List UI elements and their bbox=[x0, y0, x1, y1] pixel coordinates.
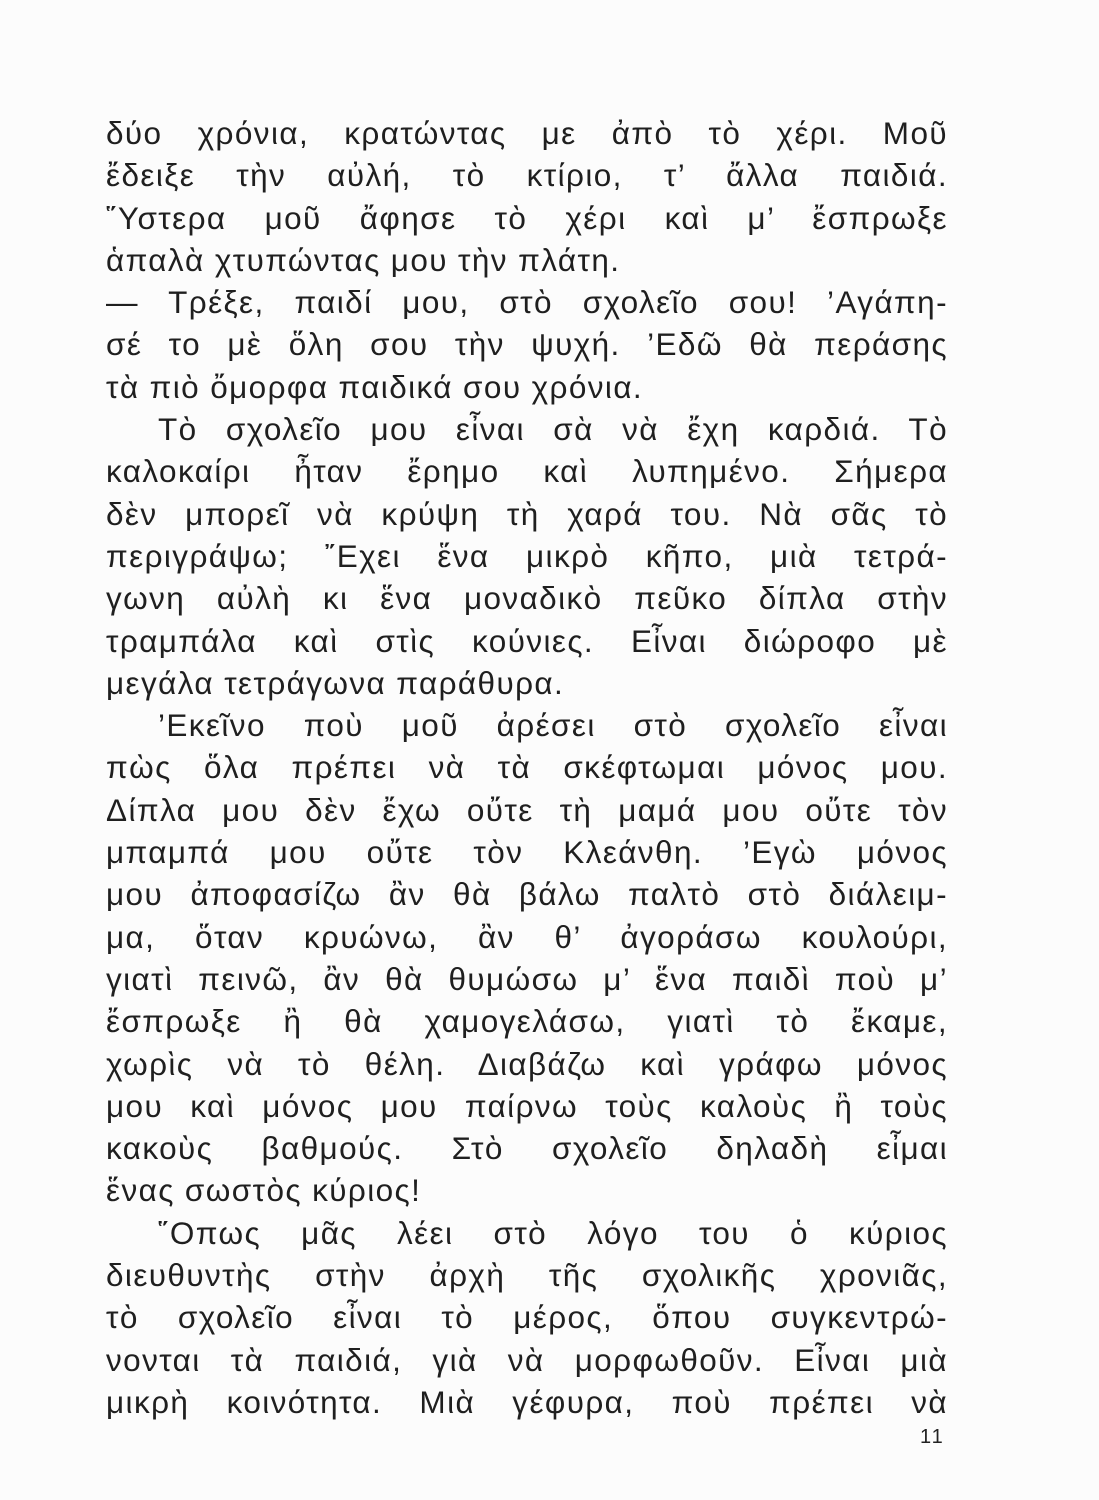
text-line: ’Εκεῖνο ποὺ μοῦ ἀρέσει στὸ σχολεῖο εἶναι bbox=[158, 707, 948, 744]
text-line: μα, ὅταν κρυώνω, ἂν θ’ ἀγοράσω κουλούρι, bbox=[106, 918, 948, 955]
text-line: ῞Υστερα μοῦ ἄφησε τὸ χέρι καὶ μ’ ἔσπρωξε bbox=[106, 199, 948, 236]
text-line: γιατὶ πεινῶ, ἂν θὰ θυμώσω μ’ ἕνα παιδὶ ποὺ μ’ bbox=[106, 960, 948, 997]
text-line: τραμπάλα καὶ στὶς κούνιες. Εἶναι διώροφο μὲ bbox=[106, 622, 948, 659]
text-line: ἔσπρωξε ἢ θὰ χαμογελάσω, γιατὶ τὸ ἔκαμε, bbox=[106, 1003, 948, 1040]
text-line: γωνη αὐλὴ κι ἕνα μοναδικὸ πεῦκο δίπλα στὴν bbox=[106, 580, 948, 617]
text-line: σέ το μὲ ὅλη σου τὴν ψυχή. ’Εδῶ θὰ περάσης bbox=[106, 326, 948, 363]
text-line: μπαμπά μου οὔτε τὸν Κλεάνθη. ’Εγὼ μόνος bbox=[106, 834, 948, 871]
text-line: καλοκαίρι ἦταν ἔρημο καὶ λυπημένο. Σήμερα bbox=[106, 453, 948, 490]
text-line: νονται τὰ παιδιά, γιὰ νὰ μορφωθοῦν. Εἶναι μιὰ bbox=[106, 1341, 948, 1378]
text-line: χωρὶς νὰ τὸ θέλη. Διαβάζω καὶ γράφω μόνος bbox=[106, 1045, 948, 1082]
body-text bbox=[106, 112, 948, 1423]
text-line: πὼς ὅλα πρέπει νὰ τὰ σκέφτωμαι μόνος μου. bbox=[106, 749, 948, 786]
text-line: διευθυντὴς στὴν ἀρχὴ τῆς σχολικῆς χρονιᾶς, bbox=[106, 1257, 948, 1294]
text-line: δὲν μπορεῖ νὰ κρύψη τὴ χαρά του. Νὰ σᾶς τὸ bbox=[106, 495, 948, 532]
text-line: μου ἀποφασίζω ἂν θὰ βάλω παλτὸ στὸ διάλειμ- bbox=[106, 876, 948, 913]
text-line: περιγράψω; ῎Εχει ἕνα μικρὸ κῆπο, μιὰ τετρά- bbox=[106, 537, 948, 574]
text-line: τὸ σχολεῖο εἶναι τὸ μέρος, ὅπου συγκεντρώ- bbox=[106, 1299, 948, 1336]
text-line: ἕνας σωστὸς κύριος! bbox=[106, 1172, 422, 1209]
text-line: κακοὺς βαθμούς. Στὸ σχολεῖο δηλαδὴ εἶμαι bbox=[106, 1130, 948, 1167]
text-line: μικρὴ κοινότητα. Μιὰ γέφυρα, ποὺ πρέπει νὰ bbox=[106, 1383, 948, 1420]
page-number: 11 bbox=[920, 1426, 945, 1448]
text-line: δύο χρόνια, κρατώντας με ἀπὸ τὸ χέρι. Μοῦ bbox=[106, 115, 948, 151]
text-line: ἔδειξε τὴν αὐλή, τὸ κτίριο, τ’ ἄλλα παιδιά. bbox=[106, 157, 948, 194]
text-line: — Τρέξε, παιδί μου, στὸ σχολεῖο σου! ’Αγάπη- bbox=[106, 284, 948, 321]
text-line: ῞Οπως μᾶς λέει στὸ λόγο του ὁ κύριος bbox=[158, 1214, 948, 1251]
text-line: μου καὶ μόνος μου παίρνω τοὺς καλοὺς ἢ τοὺς bbox=[106, 1087, 948, 1124]
text-line: τὰ πιὸ ὄμορφα παιδικά σου χρόνια. bbox=[106, 368, 644, 405]
text-line: ἁπαλὰ χτυπώντας μου τὴν πλάτη. bbox=[106, 241, 621, 278]
text-line: μεγάλα τετράγωνα παράθυρα. bbox=[106, 664, 565, 701]
text-line: Τὸ σχολεῖο μου εἶναι σὰ νὰ ἔχη καρδιά. Τὸ bbox=[158, 411, 948, 448]
text-line: Δίπλα μου δὲν ἔχω οὔτε τὴ μαμά μου οὔτε τὸν bbox=[106, 791, 948, 828]
